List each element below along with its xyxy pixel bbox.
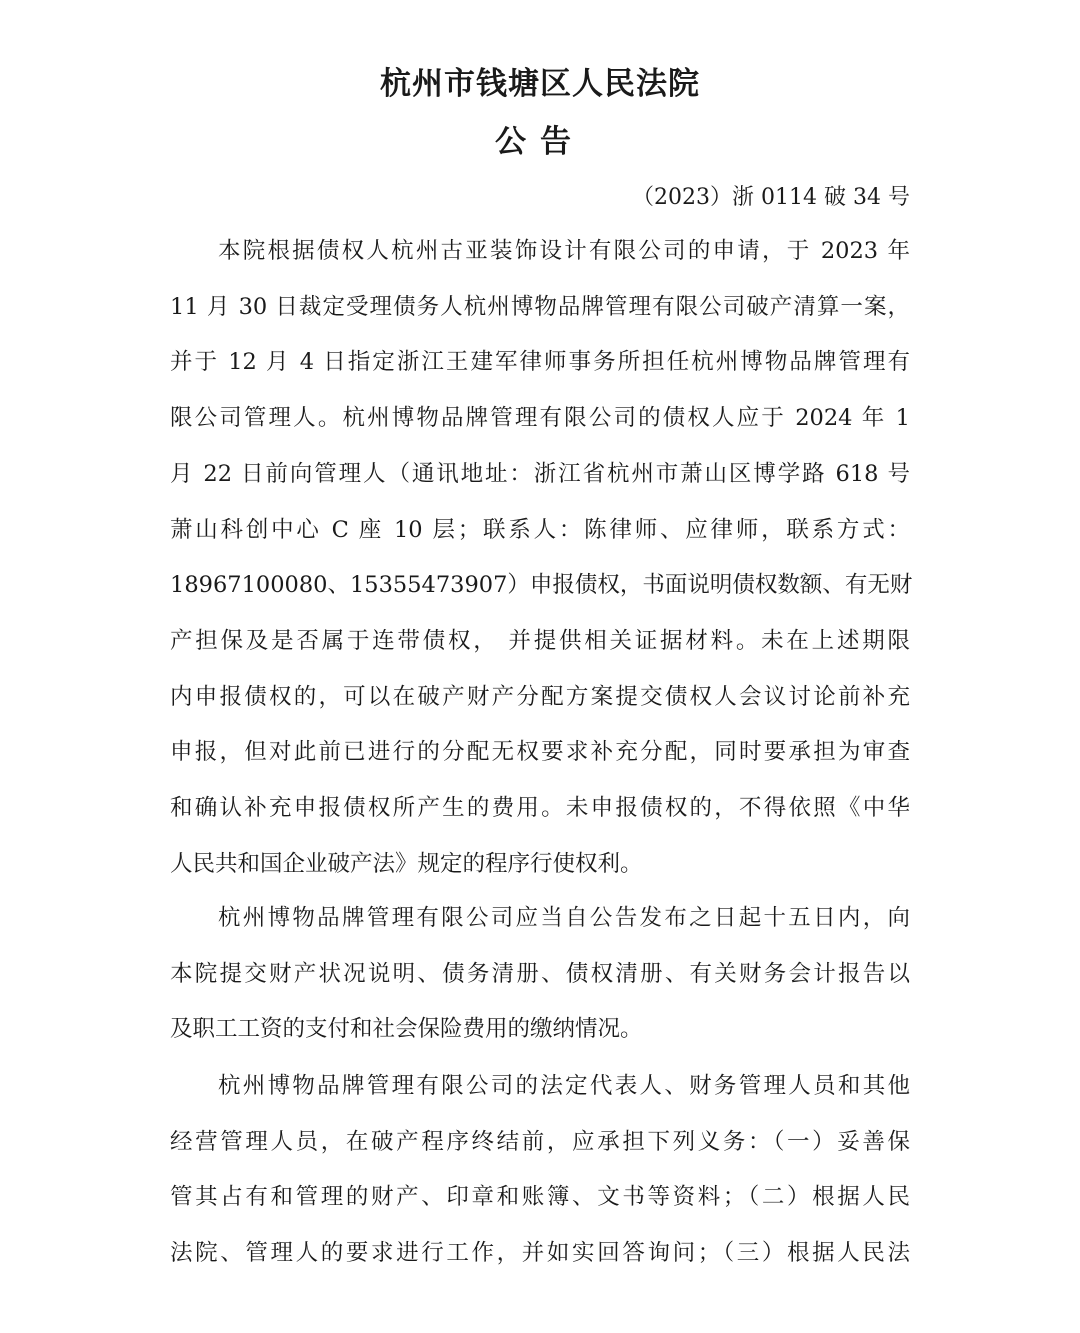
paragraph-line: 法院、管理人的要求进行工作，并如实回答询问；（三）根据人民法: [170, 1240, 910, 1267]
paragraph-line: 及职工工资的支付和社会保险费用的缴纳情况。: [170, 1016, 643, 1043]
paragraph-line: 本院提交财产状况说明、债务清册、债权清册、有关财务会计报告以: [170, 960, 910, 987]
paragraph-line: 11 月 30 日裁定受理债务人杭州博物品牌管理有限公司破产清算一案，: [170, 293, 910, 320]
paragraph-line: 内申报债权的，可以在破产财产分配方案提交债权人会议讨论前补充: [170, 683, 910, 710]
paragraph-line: 管其占有和管理的财产、印章和账簿、文书等资料；（二）根据人民: [170, 1184, 910, 1211]
paragraph-line: 经营管理人员，在破产程序终结前，应承担下列义务：（一）妥善保: [170, 1128, 910, 1155]
case-number: （2023）浙 0114 破 34 号: [632, 185, 910, 210]
paragraph-line: 和确认补充申报债权所产生的费用。未申报债权的，不得依照《中华: [170, 795, 910, 821]
paragraph-line: 月 22 日前向管理人（通讯地址：浙江省杭州市萧山区博学路 618 号: [170, 460, 910, 487]
court-name: 杭州市钱塘区人民法院: [380, 66, 700, 102]
paragraph-line: 人民共和国企业破产法》规定的程序行使权利。: [170, 850, 643, 877]
notice-title: 公告: [495, 124, 585, 160]
paragraph-line: 18967100080、15355473907）申报债权，书面说明债权数额、有无财: [170, 572, 913, 599]
paragraph-line: 限公司管理人。杭州博物品牌管理有限公司的债权人应于 2024 年 1: [170, 405, 910, 432]
paragraph-line: 杭州博物品牌管理有限公司应当自公告发布之日起十五日内，向: [218, 905, 910, 931]
paragraph-line: 申报，但对此前已进行的分配无权要求补充分配，同时要承担为审查: [170, 739, 910, 766]
paragraph-line: 杭州博物品牌管理有限公司的法定代表人、财务管理人员和其他: [218, 1073, 910, 1099]
paragraph-line: 萧山科创中心 C 座 10 层；联系人：陈律师、应律师，联系方式：: [170, 516, 910, 543]
paragraph-line: 本院根据债权人杭州古亚装饰设计有限公司的申请，于 2023 年: [218, 238, 910, 264]
paragraph-line: 并于 12 月 4 日指定浙江王建军律师事务所担任杭州博物品牌管理有: [170, 349, 910, 376]
paragraph-line: 产担保及是否属于连带债权， 并提供相关证据材料。未在上述期限: [170, 627, 910, 654]
